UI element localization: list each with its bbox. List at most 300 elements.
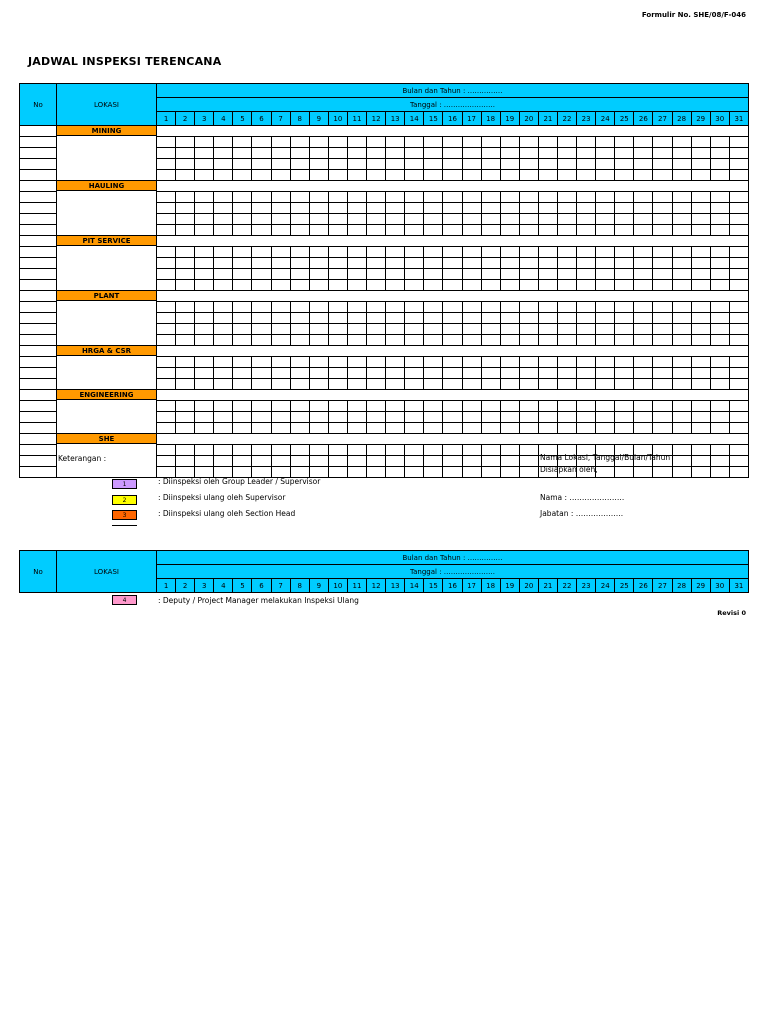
schedule-cell[interactable] — [653, 379, 672, 390]
schedule-cell[interactable] — [328, 192, 347, 203]
schedule-cell[interactable] — [538, 368, 557, 379]
schedule-cell[interactable] — [214, 368, 233, 379]
schedule-cell[interactable] — [347, 258, 366, 269]
schedule-cell[interactable] — [309, 423, 328, 434]
schedule-cell[interactable] — [176, 148, 195, 159]
schedule-cell[interactable] — [691, 170, 710, 181]
schedule-cell[interactable] — [176, 324, 195, 335]
schedule-cell[interactable] — [347, 368, 366, 379]
schedule-cell[interactable] — [596, 302, 615, 313]
schedule-cell[interactable] — [557, 192, 576, 203]
schedule-cell[interactable] — [214, 379, 233, 390]
schedule-cell[interactable] — [481, 258, 500, 269]
schedule-cell[interactable] — [519, 280, 538, 291]
schedule-cell[interactable] — [519, 445, 538, 456]
schedule-cell[interactable] — [195, 148, 214, 159]
schedule-cell[interactable] — [424, 280, 443, 291]
schedule-cell[interactable] — [157, 324, 176, 335]
schedule-cell[interactable] — [443, 148, 462, 159]
schedule-cell[interactable] — [672, 412, 691, 423]
schedule-cell[interactable] — [328, 379, 347, 390]
schedule-cell[interactable] — [157, 137, 176, 148]
schedule-cell[interactable] — [309, 280, 328, 291]
schedule-cell[interactable] — [481, 445, 500, 456]
schedule-cell[interactable] — [481, 247, 500, 258]
schedule-cell[interactable] — [691, 247, 710, 258]
schedule-cell[interactable] — [634, 412, 653, 423]
schedule-cell[interactable] — [405, 379, 424, 390]
schedule-cell[interactable] — [481, 302, 500, 313]
schedule-cell[interactable] — [290, 137, 309, 148]
schedule-cell[interactable] — [500, 280, 519, 291]
schedule-cell[interactable] — [462, 280, 481, 291]
schedule-cell[interactable] — [252, 269, 271, 280]
schedule-cell[interactable] — [462, 159, 481, 170]
schedule-cell[interactable] — [500, 203, 519, 214]
schedule-cell[interactable] — [557, 379, 576, 390]
schedule-cell[interactable] — [233, 467, 252, 478]
schedule-cell[interactable] — [309, 313, 328, 324]
schedule-cell[interactable] — [328, 214, 347, 225]
schedule-cell[interactable] — [386, 423, 405, 434]
schedule-cell[interactable] — [481, 214, 500, 225]
schedule-cell[interactable] — [634, 368, 653, 379]
schedule-cell[interactable] — [309, 170, 328, 181]
schedule-cell[interactable] — [443, 302, 462, 313]
schedule-cell[interactable] — [233, 445, 252, 456]
schedule-cell[interactable] — [481, 203, 500, 214]
schedule-cell[interactable] — [557, 247, 576, 258]
schedule-cell[interactable] — [405, 401, 424, 412]
schedule-cell[interactable] — [462, 324, 481, 335]
schedule-cell[interactable] — [424, 456, 443, 467]
schedule-cell[interactable] — [557, 137, 576, 148]
schedule-cell[interactable] — [577, 247, 596, 258]
schedule-cell[interactable] — [271, 148, 290, 159]
schedule-cell[interactable] — [691, 258, 710, 269]
schedule-cell[interactable] — [328, 456, 347, 467]
schedule-cell[interactable] — [271, 258, 290, 269]
schedule-cell[interactable] — [519, 324, 538, 335]
schedule-cell[interactable] — [367, 357, 386, 368]
schedule-cell[interactable] — [252, 137, 271, 148]
schedule-cell[interactable] — [290, 313, 309, 324]
schedule-cell[interactable] — [519, 368, 538, 379]
schedule-cell[interactable] — [596, 192, 615, 203]
schedule-cell[interactable] — [615, 335, 634, 346]
no-cell[interactable] — [20, 280, 57, 291]
schedule-cell[interactable] — [710, 357, 729, 368]
schedule-cell[interactable] — [367, 225, 386, 236]
schedule-cell[interactable] — [729, 401, 748, 412]
schedule-cell[interactable] — [710, 401, 729, 412]
schedule-cell[interactable] — [710, 313, 729, 324]
schedule-cell[interactable] — [710, 467, 729, 478]
schedule-cell[interactable] — [615, 247, 634, 258]
schedule-cell[interactable] — [710, 258, 729, 269]
schedule-cell[interactable] — [615, 357, 634, 368]
schedule-cell[interactable] — [443, 324, 462, 335]
schedule-cell[interactable] — [615, 203, 634, 214]
schedule-cell[interactable] — [271, 412, 290, 423]
schedule-cell[interactable] — [309, 412, 328, 423]
schedule-cell[interactable] — [424, 401, 443, 412]
schedule-cell[interactable] — [672, 423, 691, 434]
schedule-cell[interactable] — [347, 335, 366, 346]
schedule-cell[interactable] — [443, 412, 462, 423]
schedule-cell[interactable] — [176, 313, 195, 324]
schedule-cell[interactable] — [500, 148, 519, 159]
schedule-cell[interactable] — [195, 456, 214, 467]
schedule-cell[interactable] — [596, 368, 615, 379]
no-cell[interactable] — [20, 181, 57, 192]
schedule-cell[interactable] — [500, 412, 519, 423]
schedule-cell[interactable] — [347, 192, 366, 203]
schedule-cell[interactable] — [653, 148, 672, 159]
schedule-cell[interactable] — [538, 280, 557, 291]
schedule-cell[interactable] — [691, 137, 710, 148]
schedule-cell[interactable] — [729, 357, 748, 368]
schedule-cell[interactable] — [443, 170, 462, 181]
no-cell[interactable] — [20, 148, 57, 159]
schedule-cell[interactable] — [386, 203, 405, 214]
schedule-cell[interactable] — [195, 214, 214, 225]
no-cell[interactable] — [20, 203, 57, 214]
schedule-cell[interactable] — [634, 280, 653, 291]
schedule-cell[interactable] — [462, 269, 481, 280]
schedule-cell[interactable] — [157, 357, 176, 368]
schedule-cell[interactable] — [367, 280, 386, 291]
schedule-cell[interactable] — [290, 159, 309, 170]
schedule-cell[interactable] — [519, 214, 538, 225]
schedule-cell[interactable] — [557, 159, 576, 170]
schedule-cell[interactable] — [538, 324, 557, 335]
schedule-cell[interactable] — [328, 170, 347, 181]
schedule-cell[interactable] — [176, 225, 195, 236]
schedule-cell[interactable] — [538, 258, 557, 269]
schedule-cell[interactable] — [195, 412, 214, 423]
schedule-cell[interactable] — [500, 159, 519, 170]
schedule-cell[interactable] — [328, 137, 347, 148]
schedule-cell[interactable] — [290, 302, 309, 313]
schedule-cell[interactable] — [500, 467, 519, 478]
schedule-cell[interactable] — [405, 137, 424, 148]
schedule-cell[interactable] — [443, 445, 462, 456]
schedule-cell[interactable] — [424, 445, 443, 456]
schedule-cell[interactable] — [519, 247, 538, 258]
schedule-cell[interactable] — [309, 335, 328, 346]
schedule-cell[interactable] — [157, 214, 176, 225]
schedule-cell[interactable] — [577, 423, 596, 434]
schedule-cell[interactable] — [519, 159, 538, 170]
schedule-cell[interactable] — [328, 302, 347, 313]
schedule-cell[interactable] — [214, 445, 233, 456]
schedule-cell[interactable] — [672, 335, 691, 346]
schedule-cell[interactable] — [577, 159, 596, 170]
schedule-cell[interactable] — [290, 445, 309, 456]
schedule-cell[interactable] — [653, 335, 672, 346]
schedule-cell[interactable] — [290, 357, 309, 368]
schedule-cell[interactable] — [691, 401, 710, 412]
schedule-cell[interactable] — [328, 357, 347, 368]
schedule-cell[interactable] — [500, 170, 519, 181]
schedule-cell[interactable] — [519, 170, 538, 181]
schedule-cell[interactable] — [252, 225, 271, 236]
schedule-cell[interactable] — [290, 148, 309, 159]
schedule-cell[interactable] — [271, 302, 290, 313]
schedule-cell[interactable] — [271, 324, 290, 335]
schedule-cell[interactable] — [577, 335, 596, 346]
schedule-cell[interactable] — [634, 170, 653, 181]
schedule-cell[interactable] — [386, 368, 405, 379]
schedule-cell[interactable] — [214, 467, 233, 478]
schedule-cell[interactable] — [309, 379, 328, 390]
schedule-cell[interactable] — [462, 467, 481, 478]
schedule-cell[interactable] — [462, 137, 481, 148]
schedule-cell[interactable] — [462, 203, 481, 214]
schedule-cell[interactable] — [424, 159, 443, 170]
no-cell[interactable] — [20, 236, 57, 247]
schedule-cell[interactable] — [557, 225, 576, 236]
schedule-cell[interactable] — [519, 258, 538, 269]
schedule-cell[interactable] — [347, 159, 366, 170]
schedule-cell[interactable] — [214, 280, 233, 291]
schedule-cell[interactable] — [538, 335, 557, 346]
schedule-cell[interactable] — [500, 456, 519, 467]
schedule-cell[interactable] — [214, 313, 233, 324]
schedule-cell[interactable] — [538, 170, 557, 181]
schedule-cell[interactable] — [557, 368, 576, 379]
no-cell[interactable] — [20, 401, 57, 412]
schedule-cell[interactable] — [691, 313, 710, 324]
schedule-cell[interactable] — [443, 159, 462, 170]
schedule-cell[interactable] — [195, 368, 214, 379]
schedule-cell[interactable] — [729, 302, 748, 313]
schedule-cell[interactable] — [271, 368, 290, 379]
schedule-cell[interactable] — [271, 313, 290, 324]
schedule-cell[interactable] — [615, 412, 634, 423]
schedule-cell[interactable] — [557, 203, 576, 214]
schedule-cell[interactable] — [367, 269, 386, 280]
schedule-cell[interactable] — [424, 148, 443, 159]
schedule-cell[interactable] — [271, 401, 290, 412]
schedule-cell[interactable] — [500, 137, 519, 148]
schedule-cell[interactable] — [328, 412, 347, 423]
schedule-cell[interactable] — [519, 225, 538, 236]
schedule-cell[interactable] — [596, 335, 615, 346]
schedule-cell[interactable] — [252, 467, 271, 478]
schedule-cell[interactable] — [367, 368, 386, 379]
no-cell[interactable] — [20, 346, 57, 357]
schedule-cell[interactable] — [615, 313, 634, 324]
schedule-cell[interactable] — [596, 313, 615, 324]
schedule-cell[interactable] — [233, 203, 252, 214]
schedule-cell[interactable] — [176, 302, 195, 313]
schedule-cell[interactable] — [214, 148, 233, 159]
schedule-cell[interactable] — [729, 412, 748, 423]
schedule-cell[interactable] — [557, 335, 576, 346]
schedule-cell[interactable] — [347, 214, 366, 225]
schedule-cell[interactable] — [615, 148, 634, 159]
schedule-cell[interactable] — [328, 313, 347, 324]
schedule-cell[interactable] — [672, 313, 691, 324]
schedule-cell[interactable] — [328, 423, 347, 434]
schedule-cell[interactable] — [367, 247, 386, 258]
schedule-cell[interactable] — [424, 203, 443, 214]
schedule-cell[interactable] — [519, 357, 538, 368]
schedule-cell[interactable] — [309, 192, 328, 203]
schedule-cell[interactable] — [176, 170, 195, 181]
schedule-cell[interactable] — [252, 401, 271, 412]
schedule-cell[interactable] — [443, 368, 462, 379]
schedule-cell[interactable] — [729, 170, 748, 181]
schedule-cell[interactable] — [653, 280, 672, 291]
no-cell[interactable] — [20, 324, 57, 335]
schedule-cell[interactable] — [290, 214, 309, 225]
schedule-cell[interactable] — [557, 269, 576, 280]
schedule-cell[interactable] — [271, 214, 290, 225]
schedule-cell[interactable] — [195, 269, 214, 280]
schedule-cell[interactable] — [214, 192, 233, 203]
schedule-cell[interactable] — [367, 214, 386, 225]
schedule-cell[interactable] — [233, 280, 252, 291]
schedule-cell[interactable] — [347, 137, 366, 148]
schedule-cell[interactable] — [443, 313, 462, 324]
schedule-cell[interactable] — [386, 335, 405, 346]
schedule-cell[interactable] — [500, 247, 519, 258]
schedule-cell[interactable] — [157, 368, 176, 379]
schedule-cell[interactable] — [309, 445, 328, 456]
no-cell[interactable] — [20, 390, 57, 401]
schedule-cell[interactable] — [577, 357, 596, 368]
schedule-cell[interactable] — [195, 335, 214, 346]
schedule-cell[interactable] — [634, 258, 653, 269]
schedule-cell[interactable] — [157, 445, 176, 456]
schedule-cell[interactable] — [653, 214, 672, 225]
no-cell[interactable] — [20, 357, 57, 368]
schedule-cell[interactable] — [309, 456, 328, 467]
schedule-cell[interactable] — [729, 423, 748, 434]
schedule-cell[interactable] — [233, 159, 252, 170]
schedule-cell[interactable] — [424, 335, 443, 346]
schedule-cell[interactable] — [691, 423, 710, 434]
no-cell[interactable] — [20, 467, 57, 478]
schedule-cell[interactable] — [462, 302, 481, 313]
schedule-cell[interactable] — [615, 401, 634, 412]
schedule-cell[interactable] — [462, 225, 481, 236]
schedule-cell[interactable] — [577, 137, 596, 148]
schedule-cell[interactable] — [634, 225, 653, 236]
schedule-cell[interactable] — [577, 148, 596, 159]
schedule-cell[interactable] — [347, 324, 366, 335]
schedule-cell[interactable] — [691, 192, 710, 203]
schedule-cell[interactable] — [405, 258, 424, 269]
schedule-cell[interactable] — [596, 137, 615, 148]
schedule-cell[interactable] — [424, 324, 443, 335]
no-cell[interactable] — [20, 445, 57, 456]
schedule-cell[interactable] — [557, 357, 576, 368]
schedule-cell[interactable] — [347, 269, 366, 280]
schedule-cell[interactable] — [290, 170, 309, 181]
schedule-cell[interactable] — [233, 247, 252, 258]
schedule-cell[interactable] — [519, 379, 538, 390]
schedule-cell[interactable] — [519, 137, 538, 148]
schedule-cell[interactable] — [347, 401, 366, 412]
schedule-cell[interactable] — [500, 269, 519, 280]
schedule-cell[interactable] — [157, 302, 176, 313]
schedule-cell[interactable] — [729, 456, 748, 467]
schedule-cell[interactable] — [538, 269, 557, 280]
schedule-cell[interactable] — [519, 412, 538, 423]
schedule-cell[interactable] — [233, 269, 252, 280]
schedule-cell[interactable] — [691, 412, 710, 423]
schedule-cell[interactable] — [233, 412, 252, 423]
schedule-cell[interactable] — [653, 203, 672, 214]
schedule-cell[interactable] — [443, 214, 462, 225]
schedule-cell[interactable] — [634, 335, 653, 346]
schedule-cell[interactable] — [386, 247, 405, 258]
schedule-cell[interactable] — [176, 247, 195, 258]
schedule-cell[interactable] — [634, 379, 653, 390]
schedule-cell[interactable] — [729, 379, 748, 390]
schedule-cell[interactable] — [252, 214, 271, 225]
schedule-cell[interactable] — [424, 258, 443, 269]
schedule-cell[interactable] — [214, 423, 233, 434]
schedule-cell[interactable] — [424, 170, 443, 181]
schedule-cell[interactable] — [405, 247, 424, 258]
schedule-cell[interactable] — [500, 302, 519, 313]
schedule-cell[interactable] — [691, 302, 710, 313]
schedule-cell[interactable] — [214, 302, 233, 313]
schedule-cell[interactable] — [309, 247, 328, 258]
schedule-cell[interactable] — [596, 467, 615, 478]
schedule-cell[interactable] — [462, 335, 481, 346]
schedule-cell[interactable] — [519, 302, 538, 313]
schedule-cell[interactable] — [290, 467, 309, 478]
schedule-cell[interactable] — [252, 192, 271, 203]
schedule-cell[interactable] — [386, 258, 405, 269]
schedule-cell[interactable] — [672, 247, 691, 258]
no-cell[interactable] — [20, 225, 57, 236]
schedule-cell[interactable] — [710, 324, 729, 335]
schedule-cell[interactable] — [290, 335, 309, 346]
schedule-cell[interactable] — [195, 159, 214, 170]
schedule-cell[interactable] — [596, 423, 615, 434]
schedule-cell[interactable] — [405, 225, 424, 236]
schedule-cell[interactable] — [271, 423, 290, 434]
schedule-cell[interactable] — [615, 258, 634, 269]
schedule-cell[interactable] — [405, 203, 424, 214]
schedule-cell[interactable] — [233, 148, 252, 159]
schedule-cell[interactable] — [672, 324, 691, 335]
schedule-cell[interactable] — [577, 280, 596, 291]
schedule-cell[interactable] — [596, 148, 615, 159]
schedule-cell[interactable] — [577, 225, 596, 236]
schedule-cell[interactable] — [519, 401, 538, 412]
schedule-cell[interactable] — [481, 335, 500, 346]
schedule-cell[interactable] — [634, 192, 653, 203]
no-cell[interactable] — [20, 159, 57, 170]
schedule-cell[interactable] — [405, 324, 424, 335]
schedule-cell[interactable] — [290, 280, 309, 291]
schedule-cell[interactable] — [462, 247, 481, 258]
schedule-cell[interactable] — [596, 214, 615, 225]
schedule-cell[interactable] — [481, 225, 500, 236]
schedule-cell[interactable] — [672, 159, 691, 170]
schedule-cell[interactable] — [577, 170, 596, 181]
no-cell[interactable] — [20, 192, 57, 203]
schedule-cell[interactable] — [615, 467, 634, 478]
